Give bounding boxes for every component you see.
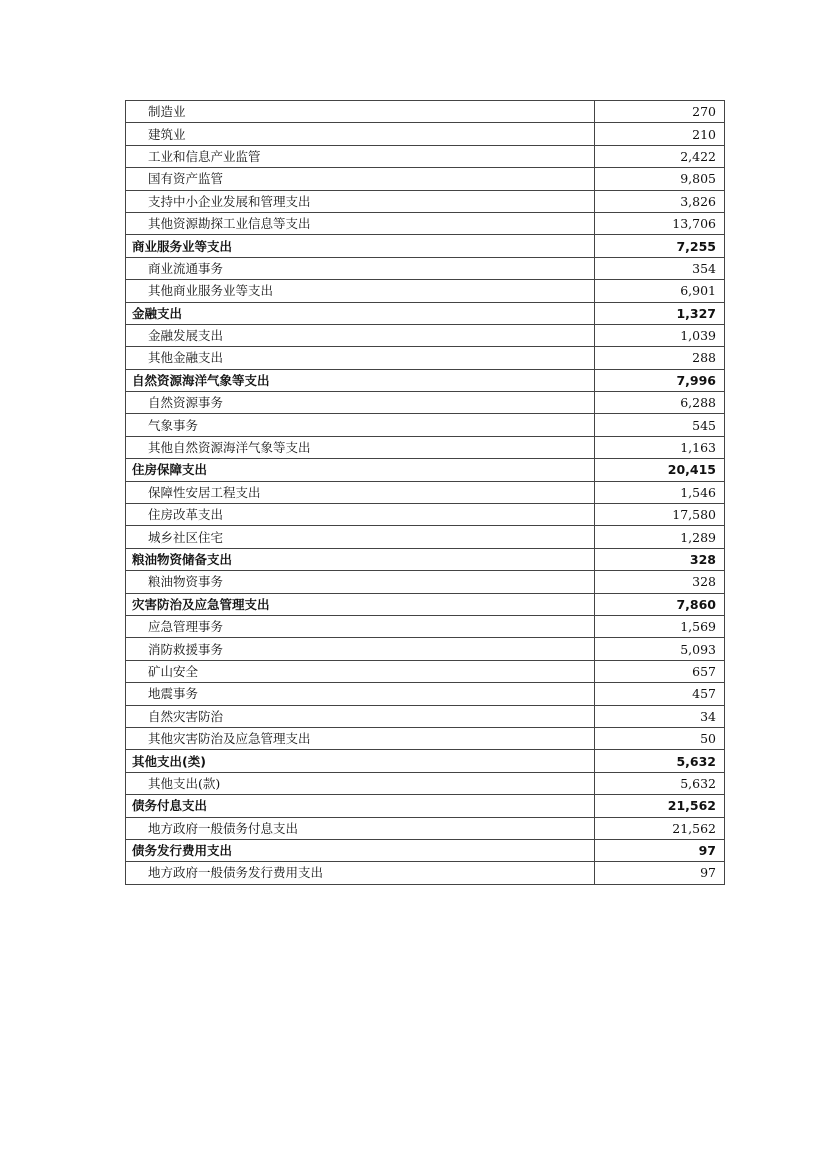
row-value: 5,632 [595, 750, 725, 772]
row-value: 7,255 [595, 235, 725, 257]
row-value: 6,288 [595, 392, 725, 414]
table-row [126, 727, 725, 749]
table-body [126, 101, 725, 885]
row-name: 消防救援事务 [126, 638, 595, 660]
row-value: 3,826 [595, 190, 725, 212]
row-value: 13,706 [595, 212, 725, 234]
row-value: 328 [595, 571, 725, 593]
row-value: 9,805 [595, 168, 725, 190]
category-row [126, 839, 725, 861]
row-value: 1,327 [595, 302, 725, 324]
row-value: 1,569 [595, 615, 725, 637]
table-row [126, 145, 725, 167]
row-value: 1,039 [595, 324, 725, 346]
row-name: 保障性安居工程支出 [126, 481, 595, 503]
row-name: 自然资源事务 [126, 392, 595, 414]
row-name: 其他自然资源海洋气象等支出 [126, 436, 595, 458]
category-row [126, 548, 725, 570]
table-row [126, 481, 725, 503]
row-name: 粮油物资事务 [126, 571, 595, 593]
table-row [126, 257, 725, 279]
category-row [126, 459, 725, 481]
table-row [126, 638, 725, 660]
row-name: 其他资源勘探工业信息等支出 [126, 212, 595, 234]
category-row [126, 235, 725, 257]
row-name: 应急管理事务 [126, 615, 595, 637]
row-value: 34 [595, 705, 725, 727]
row-name: 住房保障支出 [126, 459, 595, 481]
category-row [126, 593, 725, 615]
row-name: 地方政府一般债务付息支出 [126, 817, 595, 839]
category-row [126, 750, 725, 772]
row-name: 其他支出(款) [126, 772, 595, 794]
row-name: 其他金融支出 [126, 347, 595, 369]
row-value: 7,996 [595, 369, 725, 391]
row-name: 债务付息支出 [126, 795, 595, 817]
row-value: 457 [595, 683, 725, 705]
table-row [126, 862, 725, 884]
row-name: 债务发行费用支出 [126, 839, 595, 861]
table-row [126, 504, 725, 526]
row-value: 21,562 [595, 795, 725, 817]
row-name: 自然灾害防治 [126, 705, 595, 727]
row-value: 5,093 [595, 638, 725, 660]
row-value: 210 [595, 123, 725, 145]
row-value: 21,562 [595, 817, 725, 839]
table-row [126, 190, 725, 212]
row-name: 其他商业服务业等支出 [126, 280, 595, 302]
table-row [126, 212, 725, 234]
row-value: 50 [595, 727, 725, 749]
row-value: 20,415 [595, 459, 725, 481]
category-row [126, 302, 725, 324]
table-row [126, 324, 725, 346]
row-name: 商业服务业等支出 [126, 235, 595, 257]
table-row [126, 101, 725, 123]
row-name: 城乡社区住宅 [126, 526, 595, 548]
table-row [126, 526, 725, 548]
row-value: 328 [595, 548, 725, 570]
row-name: 其他支出(类) [126, 750, 595, 772]
row-name: 其他灾害防治及应急管理支出 [126, 727, 595, 749]
row-name: 地震事务 [126, 683, 595, 705]
row-value: 17,580 [595, 504, 725, 526]
row-name: 商业流通事务 [126, 257, 595, 279]
row-name: 矿山安全 [126, 660, 595, 682]
table-row [126, 705, 725, 727]
table-row [126, 772, 725, 794]
row-value: 97 [595, 839, 725, 861]
row-value: 657 [595, 660, 725, 682]
table-row [126, 660, 725, 682]
table-row [126, 615, 725, 637]
row-value: 354 [595, 257, 725, 279]
row-name: 地方政府一般债务发行费用支出 [126, 862, 595, 884]
table-row [126, 817, 725, 839]
row-name: 粮油物资储备支出 [126, 548, 595, 570]
table-row [126, 123, 725, 145]
row-value: 2,422 [595, 145, 725, 167]
category-row [126, 369, 725, 391]
table-row [126, 683, 725, 705]
row-value: 270 [595, 101, 725, 123]
row-name: 工业和信息产业监管 [126, 145, 595, 167]
table-row [126, 347, 725, 369]
table-row [126, 571, 725, 593]
row-value: 6,901 [595, 280, 725, 302]
row-value: 5,632 [595, 772, 725, 794]
row-value: 1,163 [595, 436, 725, 458]
row-name: 金融支出 [126, 302, 595, 324]
row-value: 288 [595, 347, 725, 369]
row-value: 7,860 [595, 593, 725, 615]
row-value: 1,546 [595, 481, 725, 503]
table-row [126, 168, 725, 190]
row-name: 建筑业 [126, 123, 595, 145]
category-row [126, 795, 725, 817]
row-name: 国有资产监管 [126, 168, 595, 190]
row-name: 制造业 [126, 101, 595, 123]
row-name: 住房改革支出 [126, 504, 595, 526]
expenditure-table [125, 100, 725, 885]
row-value: 545 [595, 414, 725, 436]
row-value: 97 [595, 862, 725, 884]
row-name: 气象事务 [126, 414, 595, 436]
row-value: 1,289 [595, 526, 725, 548]
table-row [126, 436, 725, 458]
row-name: 金融发展支出 [126, 324, 595, 346]
row-name: 灾害防治及应急管理支出 [126, 593, 595, 615]
row-name: 自然资源海洋气象等支出 [126, 369, 595, 391]
table-row [126, 280, 725, 302]
table-row [126, 392, 725, 414]
row-name: 支持中小企业发展和管理支出 [126, 190, 595, 212]
table-row [126, 414, 725, 436]
